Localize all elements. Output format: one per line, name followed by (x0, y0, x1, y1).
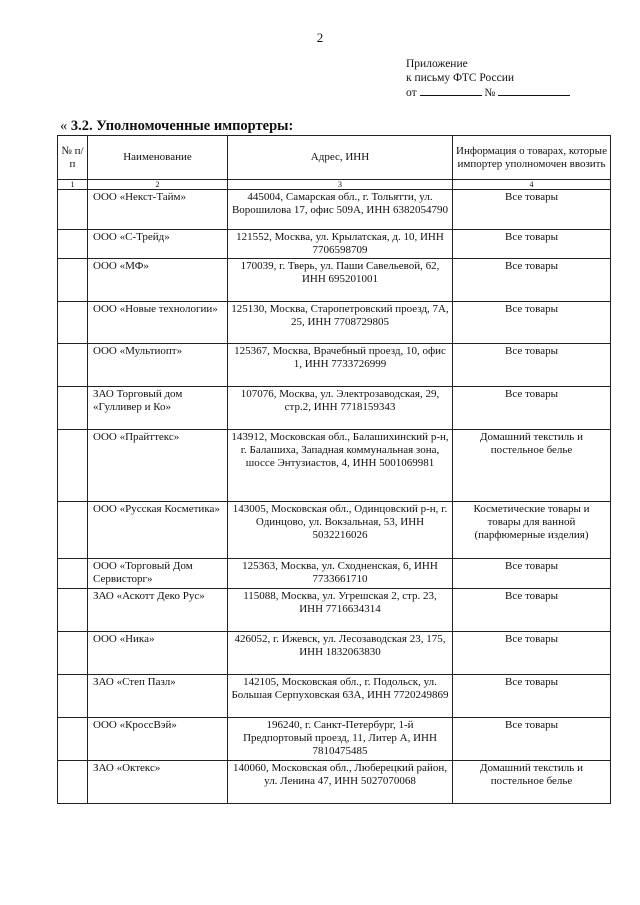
number-blank-line (498, 85, 570, 96)
row-number-cell (58, 718, 88, 761)
importer-goods-info: Все товары (453, 259, 611, 302)
importers-table (57, 135, 611, 804)
table-row (58, 502, 611, 559)
column-number-row (58, 180, 611, 190)
table-row (58, 387, 611, 430)
importer-name: ООО «Торговый Дом Сервисторг» (88, 559, 228, 589)
importer-goods-info: Все товары (453, 675, 611, 718)
row-number-cell (58, 559, 88, 589)
importer-address: 115088, Москва, ул. Угрешская 2, стр. 23, ИНН 7716634314 (228, 589, 453, 632)
importer-address: 143912, Московская обл., Балашихинский р-н, г. Балашиха, Западная коммунальная зона, шоссе Энтузиастов, 4, ИНН 5001069981 (228, 430, 453, 502)
importer-goods-info: Все товары (453, 344, 611, 387)
header-number: № п/п (58, 136, 88, 180)
row-number-cell (58, 632, 88, 675)
importer-address: 121552, Москва, ул. Крылатская, д. 10, ИНН 7706598709 (228, 230, 453, 259)
importer-name: ООО «С-Трейд» (88, 230, 228, 259)
appendix-line-2: к письму ФТС России (406, 72, 515, 84)
importer-goods-info: Все товары (453, 718, 611, 761)
row-number-cell (58, 230, 88, 259)
importer-address: 170039, г. Тверь, ул. Паши Савельевой, 62, ИНН 695201001 (228, 259, 453, 302)
importer-address: 107076, Москва, ул. Электрозаводская, 29, стр.2, ИНН 7718159343 (228, 387, 453, 430)
column-number: 2 (88, 180, 228, 190)
section-title (60, 118, 293, 135)
importer-name: ООО «МФ» (88, 259, 228, 302)
importer-name: ООО «Некст-Тайм» (88, 190, 228, 230)
importer-name: ЗАО «Аскотт Деко Рус» (88, 589, 228, 632)
table-row (58, 259, 611, 302)
importer-address: 125367, Москва, Врачебный проезд, 10, офис 1, ИНН 7733726999 (228, 344, 453, 387)
table-row (58, 230, 611, 259)
appendix-line-3 (406, 85, 570, 100)
section-quote: « (60, 118, 68, 134)
importer-goods-info: Все товары (453, 559, 611, 589)
row-number-cell (58, 302, 88, 344)
column-number: 3 (228, 180, 453, 190)
table-row (58, 632, 611, 675)
table-row (58, 718, 611, 761)
appendix-number-label: № (484, 87, 496, 99)
importer-address: 140060, Московская обл., Люберецкий район, ул. Ленина 47, ИНН 5027070068 (228, 761, 453, 804)
row-number-cell (58, 387, 88, 430)
importer-goods-info: Все товары (453, 589, 611, 632)
table-row (58, 761, 611, 804)
table-row (58, 190, 611, 230)
row-number-cell (58, 761, 88, 804)
table-row (58, 675, 611, 718)
importer-goods-info: Все товары (453, 632, 611, 675)
importer-name: ООО «Прайттекс» (88, 430, 228, 502)
date-blank-line (420, 85, 482, 96)
table-row (58, 559, 611, 589)
appendix-line-1: Приложение (406, 58, 468, 70)
row-number-cell (58, 430, 88, 502)
row-number-cell (58, 259, 88, 302)
row-number-cell (58, 344, 88, 387)
importer-address: 142105, Московская обл., г. Подольск, ул. Большая Серпуховская 63А, ИНН 7720249869 (228, 675, 453, 718)
importer-address: 426052, г. Ижевск, ул. Лесозаводская 23, 175, ИНН 1832063830 (228, 632, 453, 675)
importer-address: 125130, Москва, Старопетровский проезд, 7А, 25, ИНН 7708729805 (228, 302, 453, 344)
importer-goods-info: Все товары (453, 302, 611, 344)
table-row (58, 430, 611, 502)
section-title-text: 3.2. Уполномоченные импортеры: (70, 118, 294, 134)
appendix-block (406, 57, 570, 100)
importer-address: 125363, Москва, ул. Сходненская, 6, ИНН 7733661710 (228, 559, 453, 589)
importer-name: ООО «Русская Косметика» (88, 502, 228, 559)
row-number-cell (58, 502, 88, 559)
importer-goods-info: Все товары (453, 190, 611, 230)
column-number: 1 (58, 180, 88, 190)
row-number-cell (58, 589, 88, 632)
importer-name: ООО «Новые технологии» (88, 302, 228, 344)
importer-goods-info: Все товары (453, 230, 611, 259)
importer-name: ООО «Ника» (88, 632, 228, 675)
importer-goods-info: Все товары (453, 387, 611, 430)
importer-goods-info: Косметические товары и товары для ванной (парфюмерные изделия) (453, 502, 611, 559)
column-number: 4 (453, 180, 611, 190)
importer-address: 445004, Самарская обл., г. Тольятти, ул. Ворошилова 17, офис 509А, ИНН 6382054790 (228, 190, 453, 230)
header-row (58, 136, 611, 180)
importer-address: 196240, г. Санкт-Петербург, 1-й Предпортовый проезд, 11, Литер А, ИНН 7810475485 (228, 718, 453, 761)
row-number-cell (58, 190, 88, 230)
importer-name: ЗАО «Октекс» (88, 761, 228, 804)
importer-name: ООО «Мультиопт» (88, 344, 228, 387)
header-info: Информация о товарах, которые импортер уполномочен ввозить (453, 136, 611, 180)
importer-name: ООО «КроссВэй» (88, 718, 228, 761)
importer-name: ЗАО Торговый дом «Гулливер и Ко» (88, 387, 228, 430)
importer-name: ЗАО «Степ Пазл» (88, 675, 228, 718)
table-row (58, 302, 611, 344)
importer-goods-info: Домашний текстиль и постельное белье (453, 430, 611, 502)
header-address: Адрес, ИНН (228, 136, 453, 180)
row-number-cell (58, 675, 88, 718)
page-number: 2 (316, 30, 324, 45)
table-row (58, 344, 611, 387)
importer-goods-info: Домашний текстиль и постельное белье (453, 761, 611, 804)
table-row (58, 589, 611, 632)
header-name: Наименование (88, 136, 228, 180)
appendix-from-label: от (406, 87, 417, 99)
importer-address: 143005, Московская обл., Одинцовский р-н, г. Одинцово, ул. Вокзальная, 53, ИНН 5032216026 (228, 502, 453, 559)
